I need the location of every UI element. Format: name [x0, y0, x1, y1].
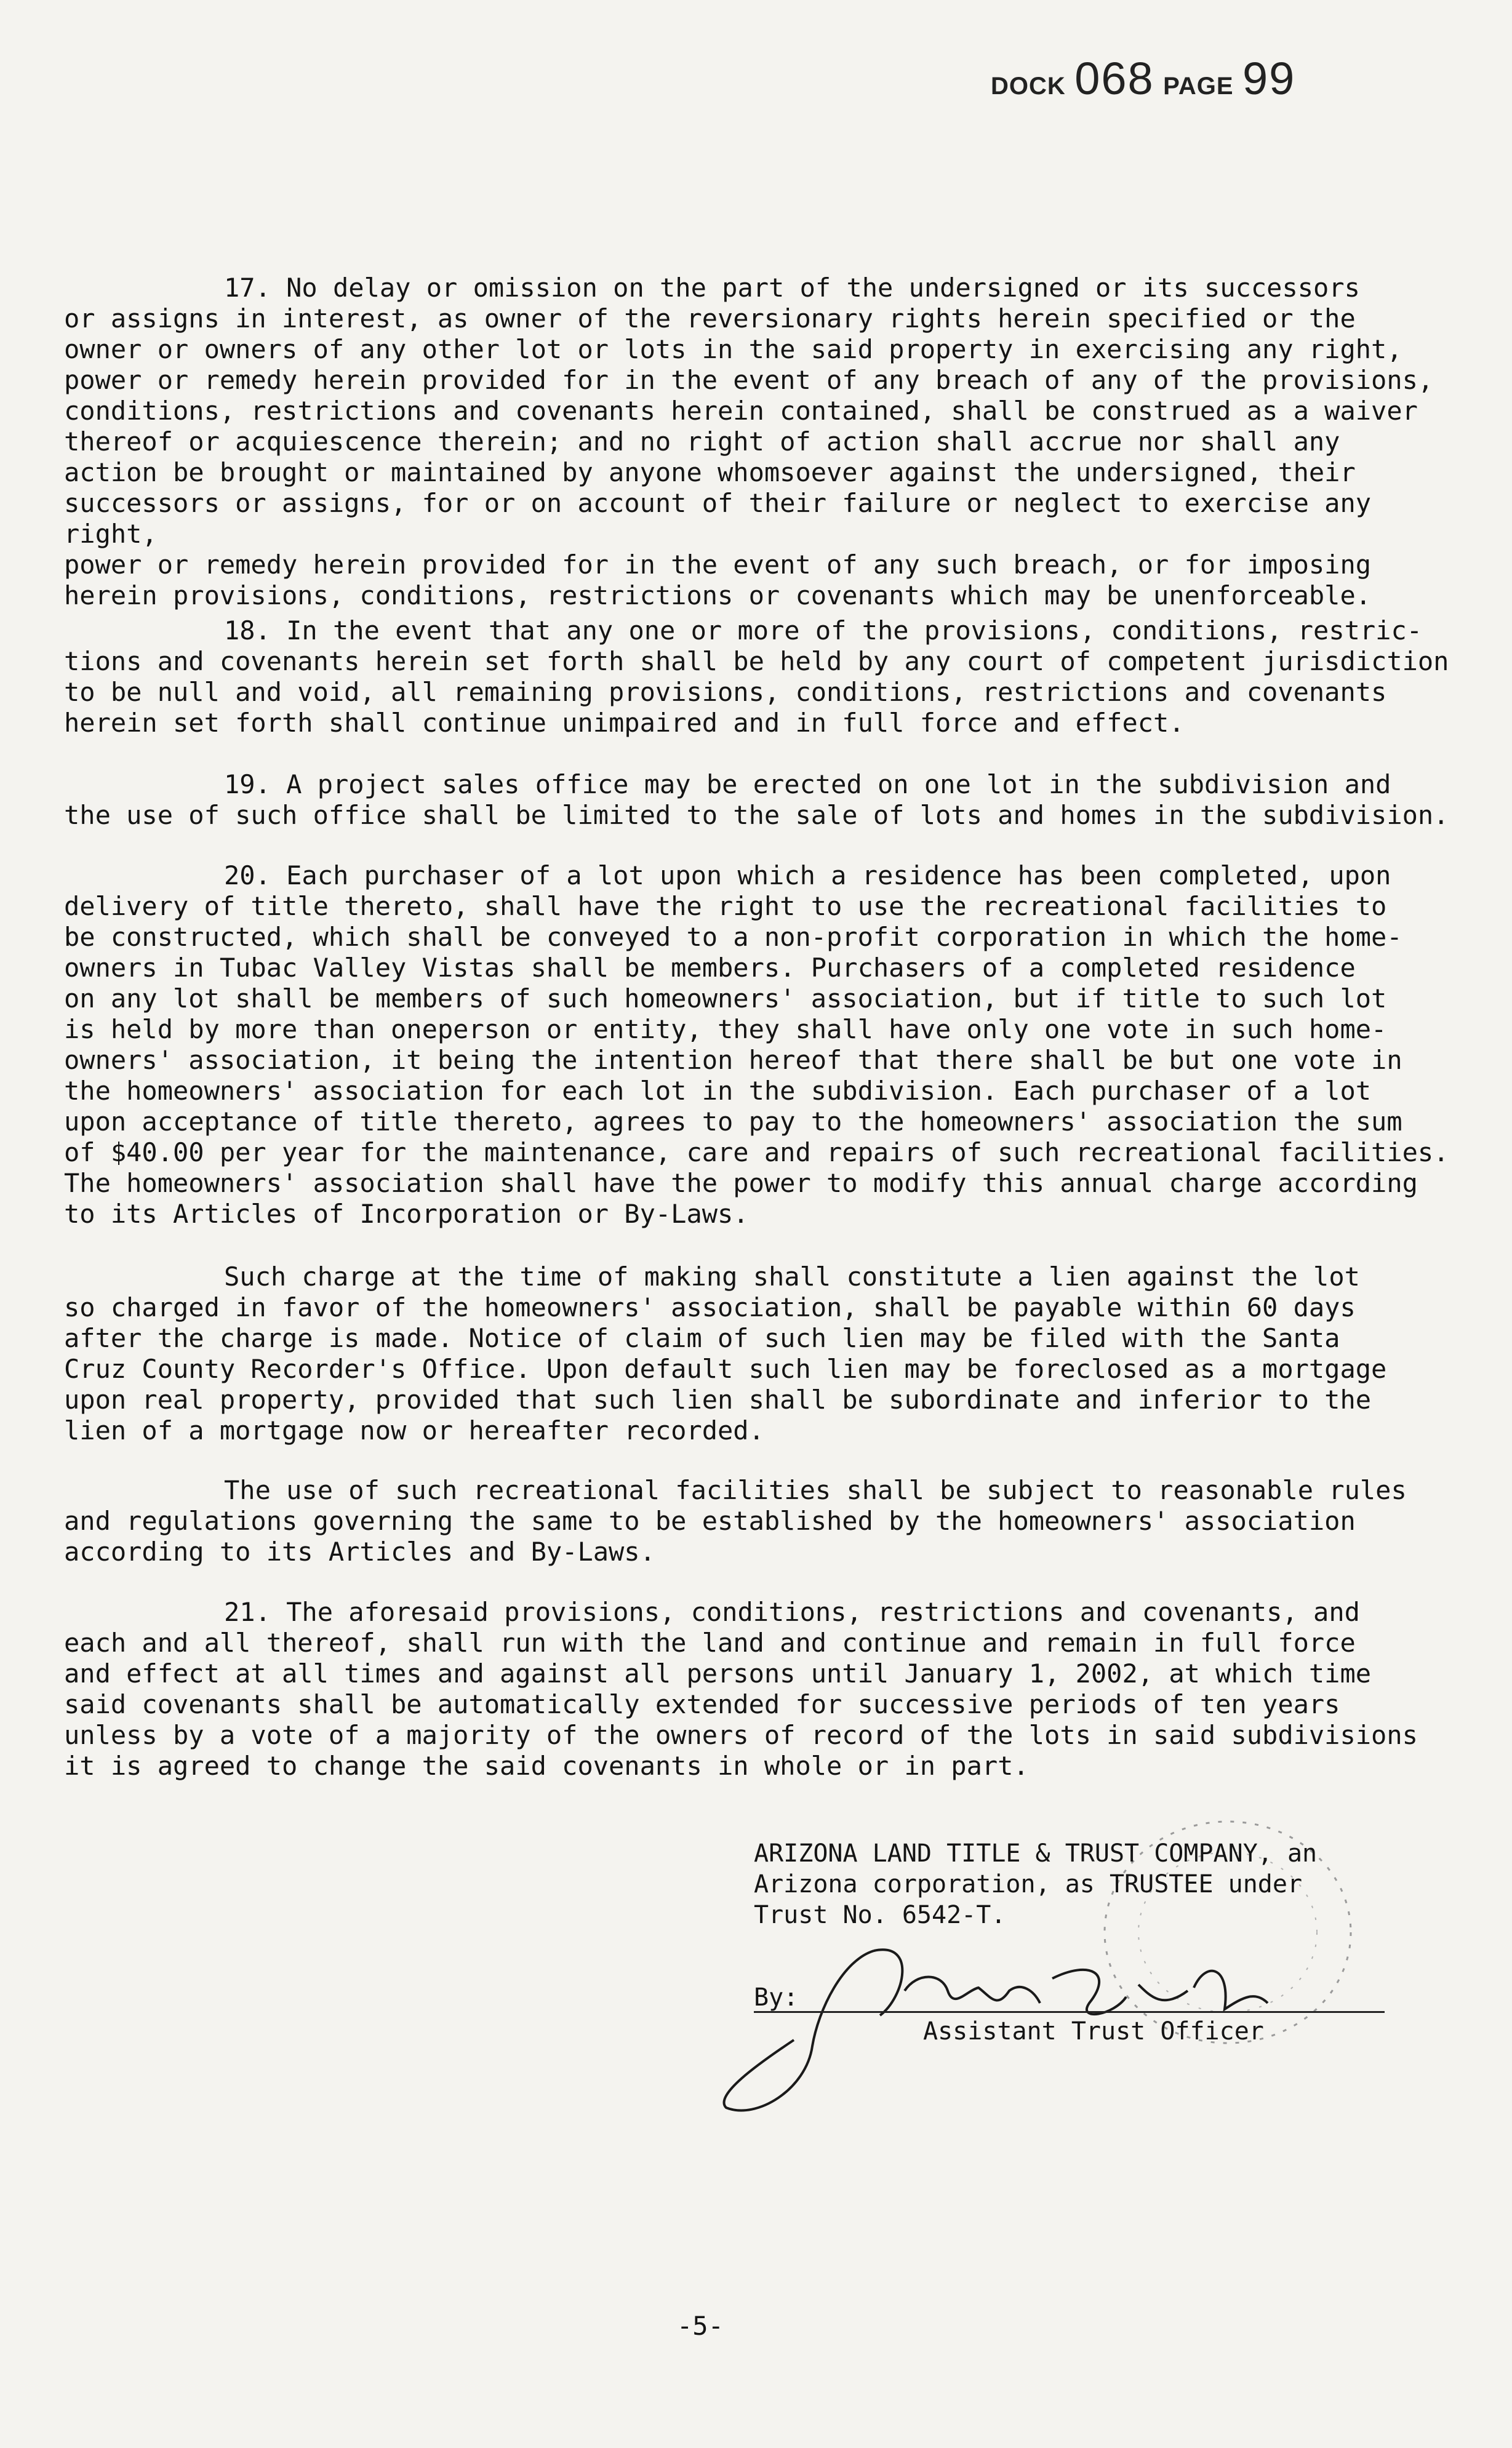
- by-label: By:: [754, 1983, 799, 2012]
- paragraph-text: 17. No delay or omission on the part of the undersigned or its successors or assigns in interest, as owner of the reversionary rights herein specified or the owner or owners of any other lot or lots in the said property in exercising any right, power or remedy herein provided for in the event of any breach of any of the provisions, conditions, restrictions and covenants herein contained, shall be construed as a waiver thereof or acquiescence therein; and no right of action shall accrue nor shall any action be brought or maintained by anyone whomsoever against the undersigned, their successors or assigns, for or on account of their failure or neglect to exercise any right, power or remedy herein provided for in the event of any such breach, or for imposing herein provisions, conditions, restrictions or covenants which may be unenforceable.: [64, 273, 1434, 610]
- book-page-stamp: [991, 52, 1302, 105]
- paragraph-recreational: [64, 1475, 1479, 1567]
- paragraph-17: [64, 273, 1479, 611]
- signer-description: Arizona corporation, as TRUSTEE under: [754, 1870, 1303, 1898]
- signature-line: [754, 2011, 1385, 2013]
- trust-number: Trust No. 6542-T.: [754, 1901, 1006, 1929]
- page-label: PAGE: [1163, 73, 1234, 100]
- page-footer-number: -5-: [677, 2311, 724, 2341]
- paragraph-text: Such charge at the time of making shall constitute a lien against the lot so charged in favor of the homeowners' association, shall be payable within 60 days after the charge is made. Notice of claim of such lien may be filed with the Santa Cruz County Recorder's Office. Upon default such lien may be foreclosed as a mortgage upon real property, provided that such lien shall be subordinate and inferior to the lien of a mortgage now or hereafter recorded.: [64, 1262, 1387, 1446]
- paragraph-text: The use of such recreational facilities shall be subject to reasonable rules and regulations governing the same to be established by the homeowners' association according to its Articles and By-Laws.: [64, 1475, 1407, 1567]
- paragraph-text: 21. The aforesaid provisions, conditions, restrictions and covenants, and each and all thereof, shall run with the land and continue and remain in full force and effect at all times and against all persons until January 1, 2002, at which time said covenants shall be automatically extended for successive periods of ten years unless by a vote of a majority of the owners of record of the lots in said subdivisions it is agreed to change the said covenants in whole or in part.: [64, 1597, 1418, 1781]
- signature-block: [754, 1838, 1400, 1930]
- paragraph-text: 20. Each purchaser of a lot upon which a residence has been completed, upon delivery of title thereto, shall have the right to use the recreational facilities to be constructed, which shall be conveyed to a non-profit corporation in which the home- owners in Tubac Valley Vistas shall be members. Purchasers of a completed residence on any lot shall be members of such homeowners' association, but if title to such lot is held by more than oneperson or entity, they shall have only one vote in such home- owners' association, it being the intention hereof that there shall be but one vote in the homeowners' association for each lot in the subdivision. Each purchaser of a lot upon acceptance of title thereto, agrees to pay to the homeowners' association the sum of $40.00 per year for the maintenance, care and repairs of such recreational facilities. The homeowners' association shall have the power to modify this annual charge according to its Articles of Incorporation or By-Laws.: [64, 860, 1449, 1229]
- page-number-stamp: 99: [1242, 53, 1296, 104]
- paragraph-18: [64, 615, 1479, 738]
- paragraph-21: [64, 1597, 1479, 1782]
- book-label: DOCK: [991, 73, 1066, 100]
- signer-company: ARIZONA LAND TITLE & TRUST COMPANY, an: [754, 1839, 1318, 1868]
- signer-title: Assistant Trust Officer: [923, 2017, 1264, 2046]
- paragraph-20: [64, 860, 1479, 1230]
- paragraph-text: 19. A project sales office may be erected on one lot in the subdivision and the use of such office shall be limited to the sale of lots and homes in the subdivision.: [64, 769, 1449, 830]
- paragraph-text: 18. In the event that any one or more of the provisions, conditions, restric- tions and covenants herein set forth shall be held by any court of competent jurisdiction to be null and void, all remaining provisions, conditions, restrictions and covenants herein set forth shall continue unimpaired and in full force and effect.: [64, 615, 1449, 738]
- paragraph-lien: [64, 1262, 1479, 1446]
- book-number: 068: [1074, 53, 1154, 104]
- paragraph-19: [64, 769, 1479, 831]
